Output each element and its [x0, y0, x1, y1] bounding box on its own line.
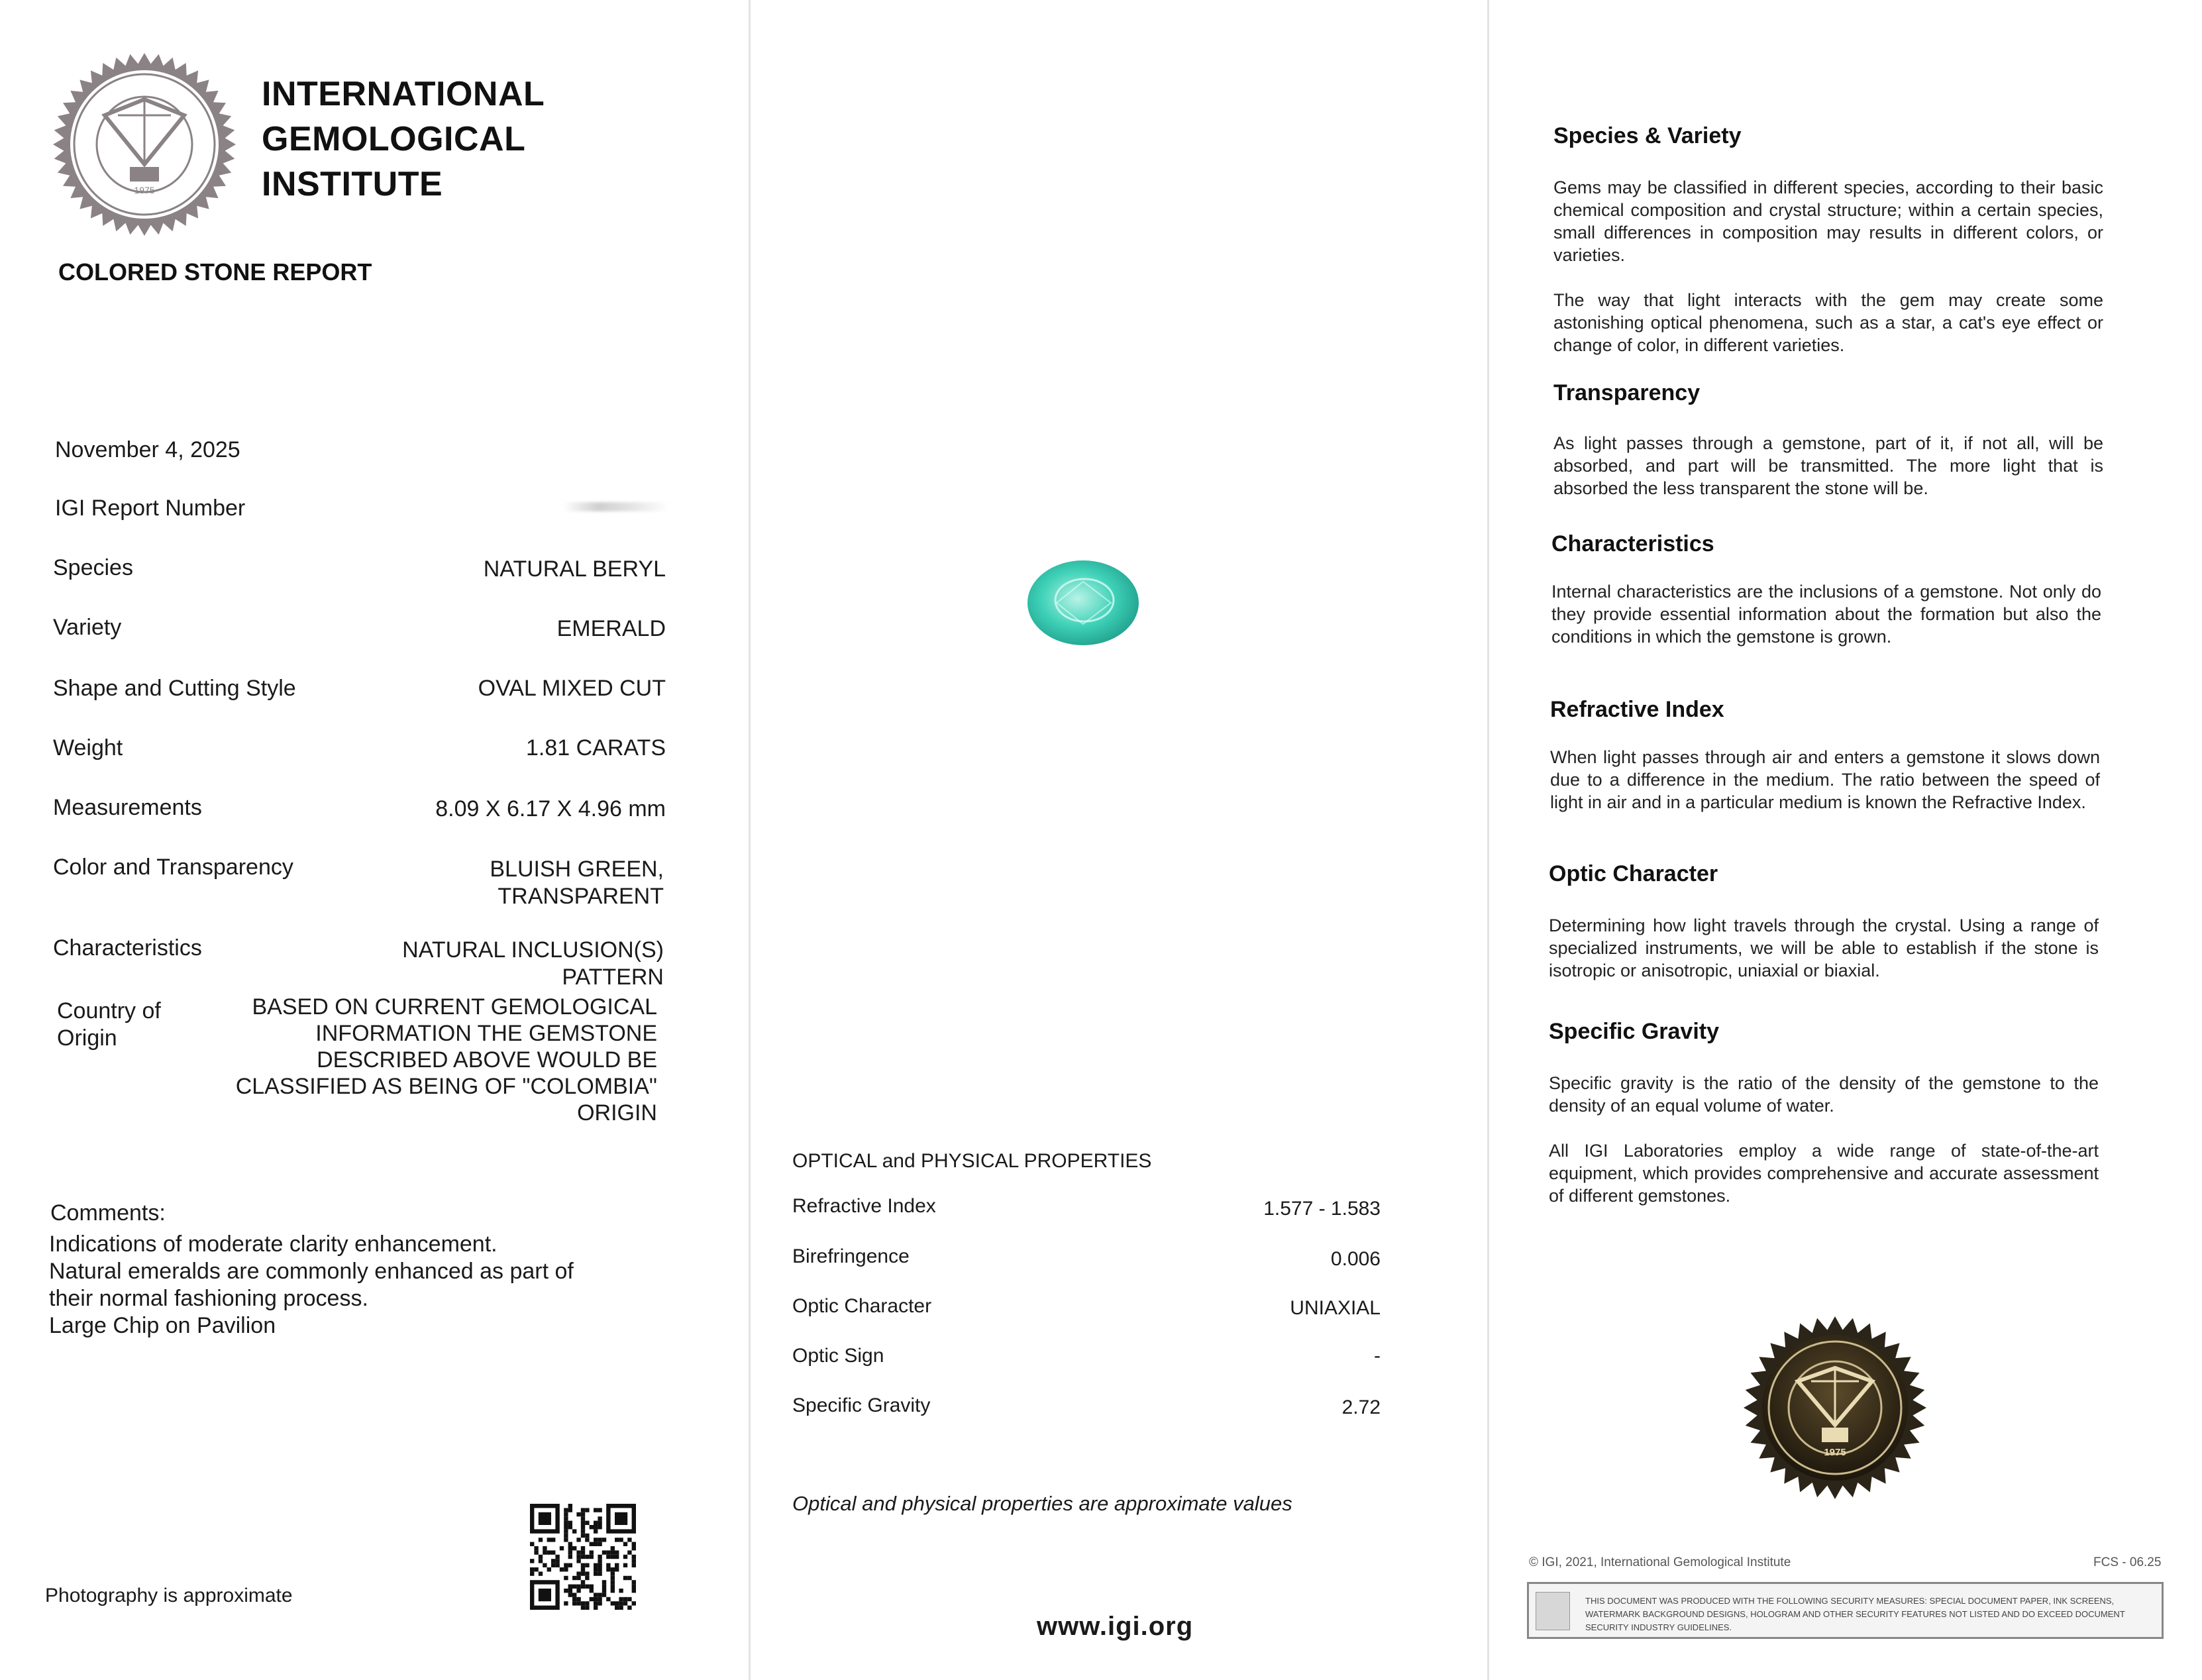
measurements-value: 8.09 X 6.17 X 4.96 mm [435, 796, 666, 821]
section-paragraph: When light passes through air and enters a gemstone it slows down due to a difference in the medium. The ratio between the speed of light in air and in a particular medium is known the Refractive Index. [1550, 747, 2100, 812]
optic-sign-value: - [1374, 1345, 1381, 1367]
section-title: Refractive Index [1550, 697, 1724, 722]
section-title: Characteristics [1551, 531, 1714, 556]
optic-character-value: UNIAXIAL [1290, 1297, 1381, 1319]
comment-line: Indications of moderate clarity enhancement. [49, 1232, 498, 1257]
shape-value: OVAL MIXED CUT [478, 676, 666, 701]
species-label: Species [53, 555, 133, 580]
section-paragraph: As light passes through a gemstone, part of it, if not all, will be absorbed, and part will be transmitted. The more light that is absorbed the less transparent the stone will be. [1553, 433, 2103, 498]
org-name: INTERNATIONAL GEMOLOGICAL INSTITUTE [262, 75, 545, 203]
comments-list [49, 1231, 574, 1339]
fold-divider [1487, 0, 1489, 1680]
optical-title: OPTICAL and PHYSICAL PROPERTIES [792, 1150, 1152, 1172]
comment-line: Large Chip on Pavilion [49, 1313, 276, 1338]
section-paragraph: Specific gravity is the ratio of the density of the gemstone to the density of an equal volume of water. [1549, 1073, 2099, 1116]
section-title: Species & Variety [1553, 123, 1742, 148]
weight-value: 1.81 CARATS [525, 735, 666, 761]
specific-gravity-value: 2.72 [1341, 1396, 1381, 1418]
report-title: COLORED STONE REPORT [58, 258, 372, 286]
website-link[interactable]: www.igi.org [1037, 1612, 1194, 1641]
section-paragraph: Internal characteristics are the inclusions of a gemstone. Not only do they provide essential information about the formation but also the conditions in which the gemstone is grown. [1551, 582, 2101, 647]
comments-title: Comments: [50, 1200, 166, 1226]
characteristics-label: Characteristics [53, 935, 202, 961]
section-paragraph: Determining how light travels through the crystal. Using a range of specialized instruments, we will be able to establish if the stone is isotropic or anisotropic, uniaxial or biaxial. [1549, 916, 2099, 980]
weight-label: Weight [53, 735, 123, 761]
section-paragraph: The way that light interacts with the gem may create some astonishing optical phenomena, such as a star, a cat's eye effect or change of color, in different varieties. [1553, 290, 2103, 355]
origin-label: Country of Origin [57, 998, 161, 1051]
specific-gravity-label: Specific Gravity [792, 1394, 931, 1416]
igi-hologram-seal-icon [1742, 1315, 1928, 1500]
section-paragraph: All IGI Laboratories employ a wide range of state-of-the-art equipment, which provides comprehensive and accurate assessment of different gemstones. [1549, 1141, 2099, 1206]
birefringence-label: Birefringence [792, 1245, 910, 1267]
variety-label: Variety [53, 615, 122, 640]
security-text: THIS DOCUMENT WAS PRODUCED WITH THE FOLLOWING SECURITY MEASURES: SPECIAL DOCUMENT PAPER, INK SCREENS, WATERMARK BACKGROUND DESIGNS, HOLOGRAM AND OTHER SECURITY FEATURES NOT LISTED AND DO EXCEED DOCUMENT SECURITY INDUSTRY GUIDELINES. [1585, 1596, 2125, 1632]
fold-divider [749, 0, 751, 1680]
refractive-index-value: 1.577 - 1.583 [1263, 1198, 1381, 1220]
report-number-label: IGI Report Number [55, 496, 246, 521]
measurements-label: Measurements [53, 795, 202, 820]
birefringence-value: 0.006 [1330, 1248, 1381, 1270]
gemstone-photo [1023, 556, 1143, 649]
igi-logo-seal-icon [52, 52, 237, 237]
variety-value: EMERALD [556, 616, 666, 641]
comment-line: their normal fashioning process. [49, 1286, 368, 1311]
security-notice [1527, 1582, 2164, 1639]
species-value: NATURAL BERYL [483, 556, 666, 582]
photo-note: Photography is approximate [45, 1585, 293, 1606]
section-paragraph: Gems may be classified in different species, according to their basic chemical composition and crystal structure; within a certain species, small differences in composition may results in different colors, or varieties. [1553, 178, 2103, 265]
report-front-panel [0, 0, 749, 1680]
optical-note: Optical and physical properties are approximate values [792, 1492, 1292, 1515]
lock-icon [1536, 1592, 1570, 1630]
svg-text:1975: 1975 [134, 185, 155, 195]
form-code: FCS - 06.25 [2093, 1555, 2162, 1569]
refractive-index-label: Refractive Index [792, 1195, 936, 1217]
color-value: BLUISH GREEN, TRANSPARENT [490, 857, 664, 909]
copyright-text: © IGI, 2021, International Gemological Institute [1529, 1555, 1791, 1569]
svg-text:1975: 1975 [1824, 1447, 1846, 1458]
section-title: Specific Gravity [1549, 1019, 1720, 1044]
comment-line: Natural emeralds are commonly enhanced as part of [49, 1259, 574, 1284]
section-title: Transparency [1553, 380, 1701, 405]
characteristics-value: NATURAL INCLUSION(S) PATTERN [402, 937, 664, 990]
report-date: November 4, 2025 [55, 437, 240, 462]
qr-code-icon[interactable] [530, 1504, 636, 1610]
optic-character-label: Optic Character [792, 1295, 932, 1317]
shape-label: Shape and Cutting Style [53, 676, 296, 701]
origin-value: BASED ON CURRENT GEMOLOGICAL INFORMATION THE GEMSTONE DESCRIBED ABOVE WOULD BE CLASSIFIED AS BEING OF "COLOMBIA" ORIGIN [235, 994, 657, 1126]
report-number-redacted [563, 502, 669, 511]
optic-sign-label: Optic Sign [792, 1345, 884, 1367]
section-title: Optic Character [1549, 861, 1718, 886]
color-label: Color and Transparency [53, 855, 293, 880]
